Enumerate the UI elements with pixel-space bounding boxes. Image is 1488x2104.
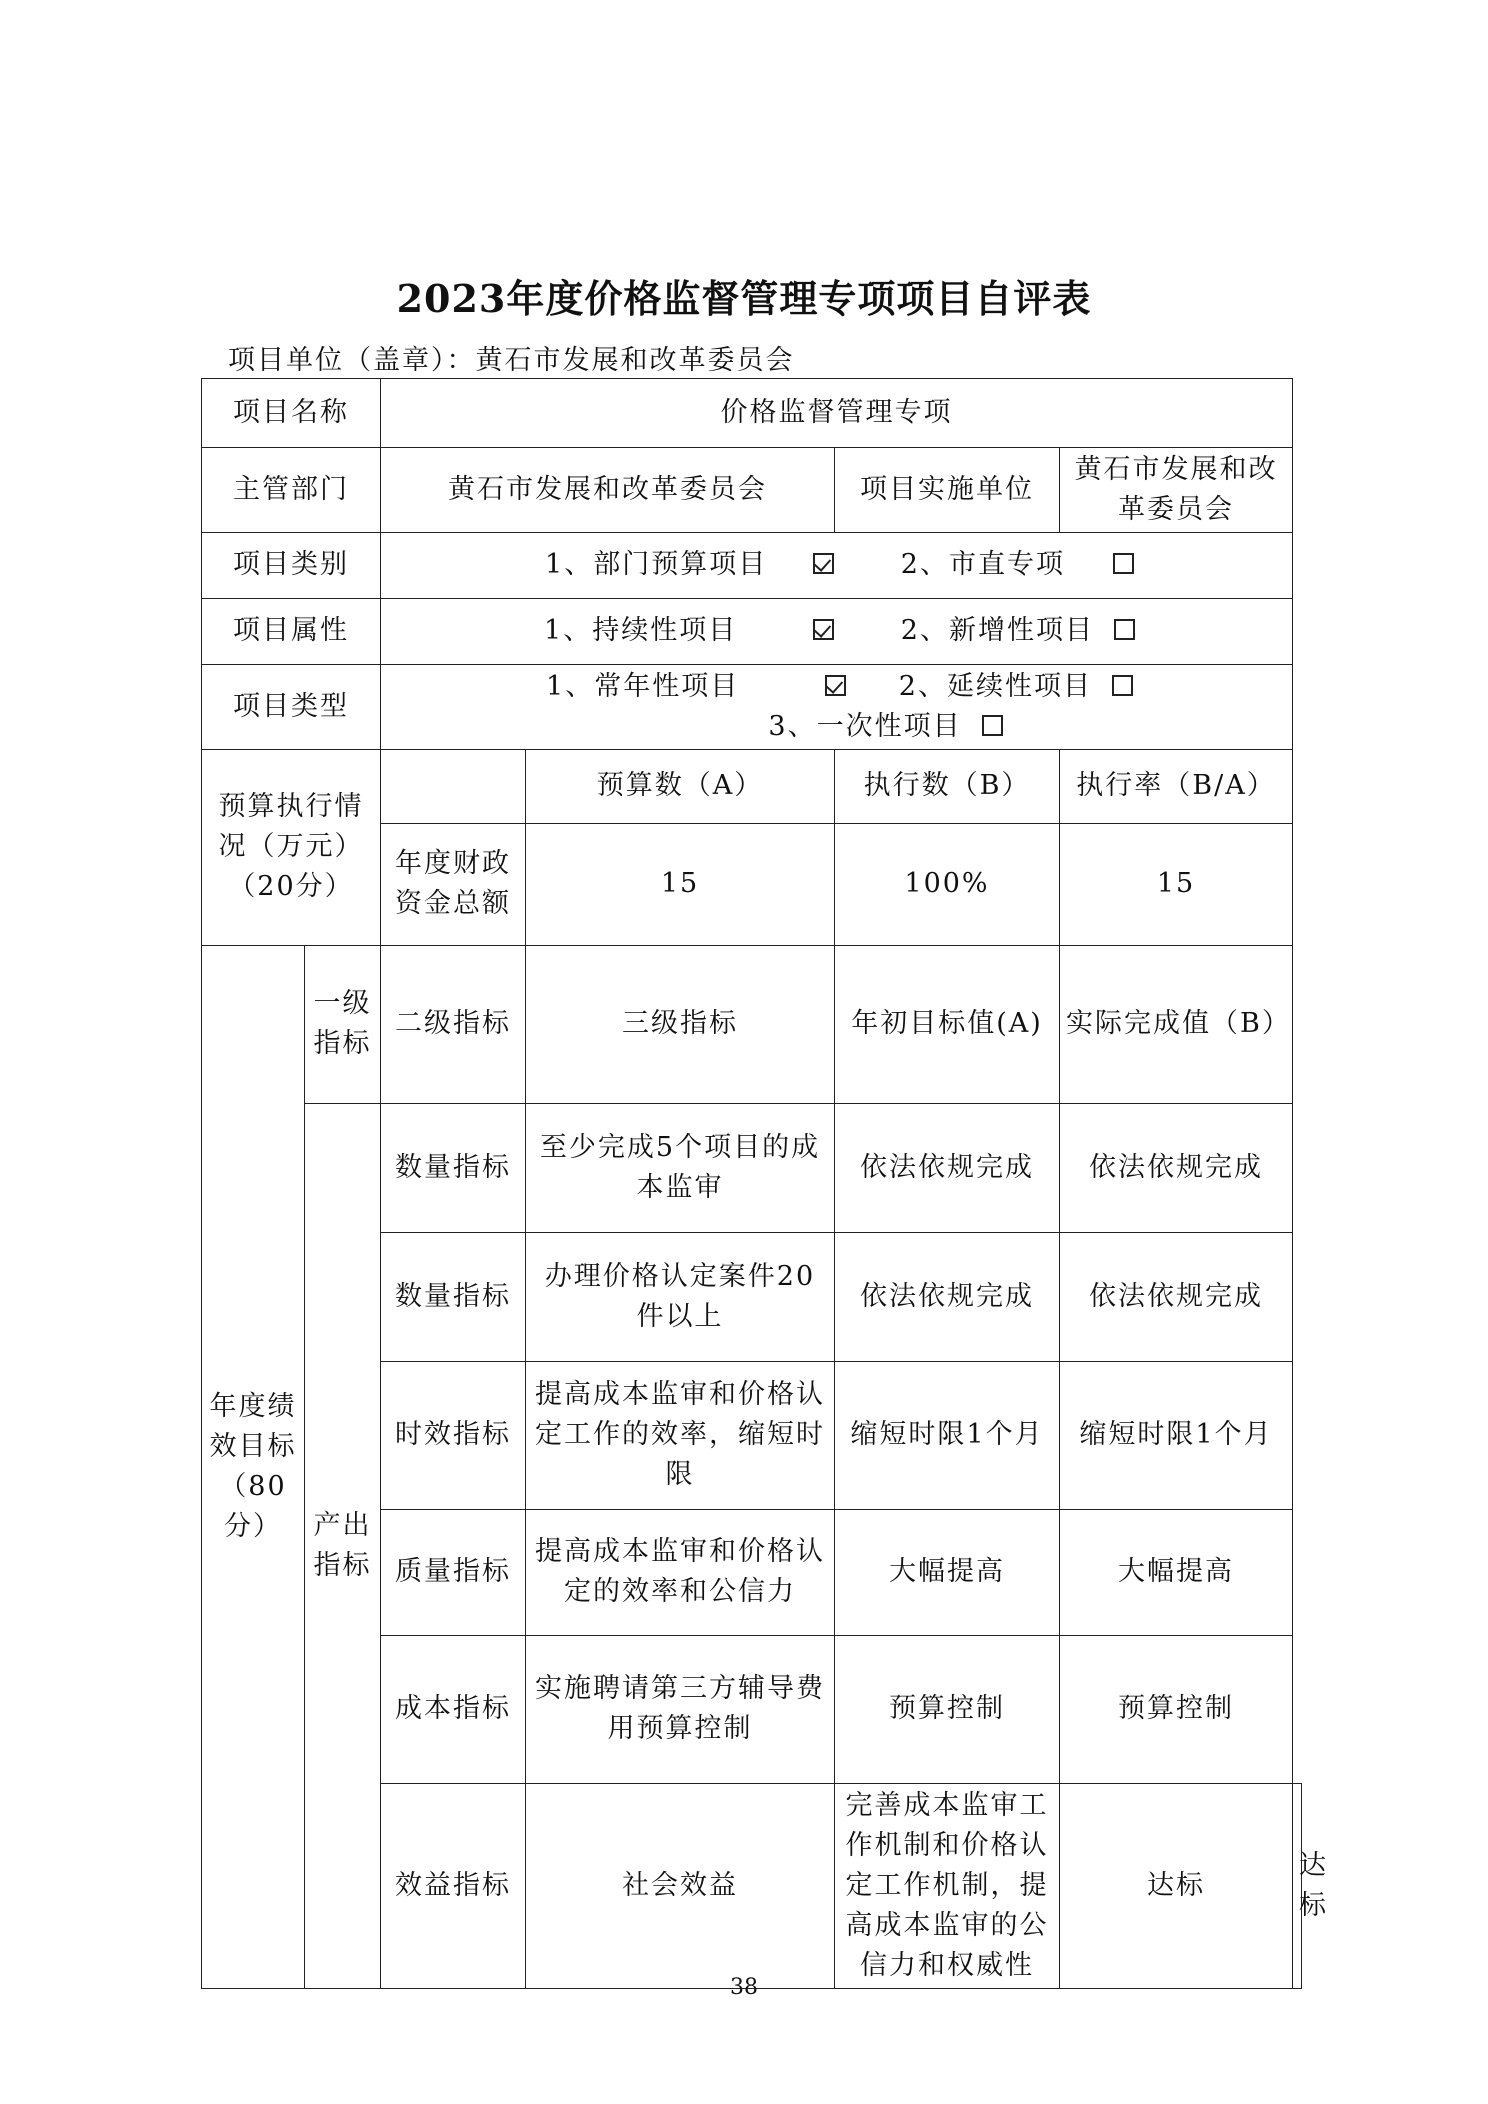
type-options [381, 664, 1293, 749]
type-label: 项目类型 [202, 664, 381, 749]
level3-header: 三级指标 [526, 945, 835, 1103]
budget-col-header: 预算数（A） [526, 749, 835, 823]
type-option-1 [546, 667, 846, 707]
rate-col-header: 执行率（B/A） [1060, 749, 1293, 823]
perf-header-row [202, 945, 1302, 1103]
type-option-3-checkbox[interactable] [982, 715, 1003, 736]
perf-row-target: 依法依规完成 [835, 1103, 1060, 1232]
category-row [202, 532, 1302, 598]
type-option-2-checkbox[interactable] [1112, 675, 1133, 696]
page-number: 38 [730, 1975, 758, 2000]
perf-row-target: 预算控制 [835, 1635, 1060, 1783]
perf-row-actual: 大幅提高 [1060, 1509, 1293, 1635]
budget-section-label: 预算执行情况（万元）（20分） [202, 749, 381, 945]
type-option-2-label: 2、延续性项目 [898, 670, 1092, 702]
category-option-2 [901, 545, 1134, 585]
category-option-2-checkbox[interactable] [1113, 553, 1134, 574]
executed-col-header: 执行数（B） [835, 749, 1060, 823]
perf-row-level2: 数量指标 [381, 1103, 526, 1232]
budget-row-label: 年度财政资金总额 [381, 823, 526, 945]
perf-row-target: 依法依规完成 [835, 1232, 1060, 1361]
benefit-indicator-label: 效益指标 [381, 1783, 526, 1988]
type-option-3 [768, 707, 1002, 747]
perf-row-level2: 成本指标 [381, 1635, 526, 1783]
executed-value: 100% [835, 823, 1060, 945]
perf-row-actual: 依法依规完成 [1060, 1103, 1293, 1232]
attribute-option-1-checkbox[interactable] [813, 619, 834, 640]
perf-row-level3: 提高成本监审和价格认定的效率和公信力 [526, 1509, 835, 1635]
perf-row-level2: 时效指标 [381, 1361, 526, 1509]
perf-row-level2: 社会效益 [526, 1783, 835, 1988]
perf-row-actual: 依法依规完成 [1060, 1232, 1293, 1361]
perf-row-actual: 缩短时限1个月 [1060, 1361, 1293, 1509]
type-option-1-checkbox[interactable] [825, 675, 846, 696]
project-name-value: 价格监督管理专项 [381, 379, 1293, 448]
target-header: 年初目标值(A) [835, 945, 1060, 1103]
budget-value: 15 [526, 823, 835, 945]
category-option-1-label: 1、部门预算项目 [545, 549, 768, 581]
rate-value: 15 [1060, 823, 1293, 945]
project-name-row [202, 379, 1302, 448]
dept-label: 主管部门 [202, 448, 381, 533]
perf-section-label: 年度绩效目标（80分） [202, 945, 305, 1988]
attribute-option-2-label: 2、新增性项目 [900, 615, 1094, 647]
dept-value: 黄石市发展和改革委员会 [381, 448, 835, 533]
perf-row-level3: 至少完成5个项目的成本监审 [526, 1103, 835, 1232]
attribute-label: 项目属性 [202, 598, 381, 664]
page-title: 2023年度价格监督管理专项项目自评表 [396, 276, 1092, 321]
level1-header: 一级指标 [305, 945, 381, 1103]
perf-row-actual: 预算控制 [1060, 1635, 1293, 1783]
budget-empty-cell [381, 749, 526, 823]
perf-row-actual: 达标 [1293, 1783, 1302, 1988]
attribute-option-2-checkbox[interactable] [1114, 619, 1135, 640]
perf-row-target: 大幅提高 [835, 1509, 1060, 1635]
perf-row-target: 达标 [1060, 1783, 1293, 1988]
type-row [202, 664, 1302, 749]
category-option-1 [545, 545, 834, 585]
project-unit-line: 项目单位（盖章）：黄石市发展和改革委员会 [228, 345, 795, 376]
perf-row-level2: 数量指标 [381, 1232, 526, 1361]
impl-unit-label: 项目实施单位 [835, 448, 1060, 533]
type-option-3-label: 3、一次性项目 [768, 710, 962, 742]
level2-header: 二级指标 [381, 945, 526, 1103]
attribute-option-2 [901, 611, 1135, 651]
category-option-1-checkbox[interactable] [813, 553, 834, 574]
attribute-options [381, 598, 1293, 664]
perf-row-level3: 完善成本监审工作机制和价格认定工作机制，提高成本监审的公信力和权威性 [835, 1783, 1060, 1988]
perf-row-target: 缩短时限1个月 [835, 1361, 1060, 1509]
perf-row [202, 1103, 1302, 1232]
actual-header: 实际完成值（B） [1060, 945, 1293, 1103]
evaluation-table [201, 378, 1328, 1989]
dept-row [202, 448, 1302, 533]
attribute-option-1-label: 1、持续性项目 [544, 615, 738, 647]
perf-row-level3: 办理价格认定案件20件以上 [526, 1232, 835, 1361]
category-option-2-label: 2、市直专项 [900, 549, 1065, 581]
perf-row-level3: 提高成本监审和价格认定工作的效率，缩短时限 [526, 1361, 835, 1509]
type-option-1-label: 1、常年性项目 [546, 670, 740, 702]
impl-unit-value: 黄石市发展和改革委员会 [1060, 448, 1293, 533]
category-options [381, 532, 1293, 598]
attribute-option-1 [544, 611, 834, 651]
perf-row-level2: 质量指标 [381, 1509, 526, 1635]
type-option-2 [899, 667, 1133, 707]
category-label: 项目类别 [202, 532, 381, 598]
attribute-row [202, 598, 1302, 664]
budget-header-row [202, 749, 1302, 823]
output-indicator-label: 产出指标 [305, 1103, 381, 1988]
project-name-label: 项目名称 [202, 379, 381, 448]
perf-row-level3: 实施聘请第三方辅导费用预算控制 [526, 1635, 835, 1783]
